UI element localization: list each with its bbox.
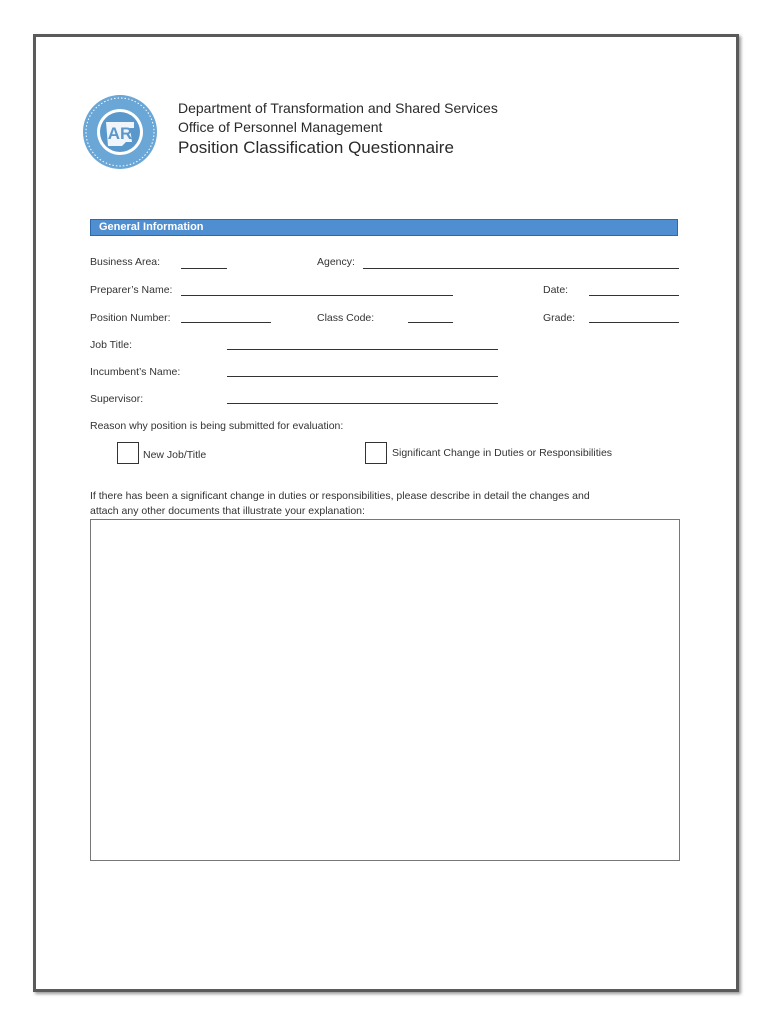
department-name: Department of Transformation and Shared Services <box>178 100 498 116</box>
incumbents-name-field[interactable] <box>227 376 498 377</box>
new-job-title-label: New Job/Title <box>143 449 207 461</box>
class-code-label: Class Code: <box>317 312 375 324</box>
seal-lettering: AR <box>107 124 133 143</box>
office-name: Office of Personnel Management <box>178 119 383 135</box>
job-title-field[interactable] <box>227 349 498 350</box>
job-title-label: Job Title: <box>90 339 133 351</box>
new-job-title-checkbox[interactable] <box>117 442 139 464</box>
date-label: Date: <box>543 284 569 296</box>
document-header <box>178 99 498 157</box>
description-prompt-line2: attach any other documents that illustrate your explanation: <box>90 505 365 517</box>
grade-field[interactable] <box>589 322 679 323</box>
business-area-label: Business Area: <box>90 256 161 268</box>
preparers-name-label: Preparer’s Name: <box>90 284 173 296</box>
description-prompt-line1: If there has been a significant change in duties or responsibilities, please describe in detail the changes and <box>90 490 590 502</box>
preparers-name-field[interactable] <box>181 295 453 296</box>
section-title: General Information <box>99 221 204 233</box>
class-code-field[interactable] <box>408 322 453 323</box>
page-title: Position Classification Questionnaire <box>178 138 454 157</box>
agency-field[interactable] <box>363 268 679 269</box>
supervisor-label: Supervisor: <box>90 393 144 405</box>
position-number-label: Position Number: <box>90 312 171 324</box>
general-information-header <box>90 219 678 236</box>
incumbents-name-label: Incumbent’s Name: <box>90 366 181 378</box>
significant-change-checkbox[interactable] <box>365 442 387 464</box>
position-number-field[interactable] <box>181 322 271 323</box>
date-field[interactable] <box>589 295 679 296</box>
business-area-field[interactable] <box>181 268 227 269</box>
supervisor-field[interactable] <box>227 403 498 404</box>
description-textarea[interactable] <box>90 519 680 861</box>
reason-prompt: Reason why position is being submitted for evaluation: <box>90 420 344 432</box>
agency-label: Agency: <box>317 256 355 268</box>
arkansas-seal-logo <box>78 92 168 172</box>
grade-label: Grade: <box>543 312 576 324</box>
significant-change-label: Significant Change in Duties or Responsibilities <box>392 447 613 459</box>
